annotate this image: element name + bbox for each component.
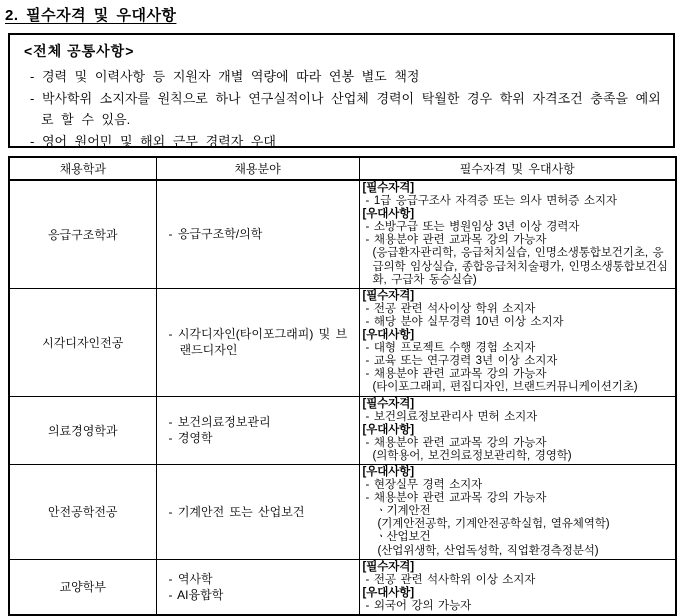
recruit-field-item: - AI융합학 [168,587,224,602]
recruit-field-cell [156,396,359,464]
common-box-item: - 영어 원어민 및 해외 근무 경력자 우대 [30,133,276,149]
recruit-field-cell [156,180,359,288]
detail-section-header: [필수자격] [362,182,414,194]
table-header-row [9,157,676,180]
qualification-details-cell [359,396,676,464]
page-title: 2. 필수자격 및 우대사항 [5,7,177,24]
detail-line: - 채용분야 관련 교과목 강의 가능자 [365,368,547,381]
department-cell: 시각디자인전공 [9,288,156,396]
table-row [9,559,676,615]
detail-line: - 해당 분야 실무경력 10년 이상 소지자 [365,315,564,328]
column-header: 채용학과 [9,157,156,180]
detail-line: (산업위생학, 산업독성학, 직업환경측정분석) [377,544,599,557]
detail-line: - 채용분야 관련 교과목 강의 가능자 [365,492,547,505]
detail-line: ㆍ기계안전 [375,505,431,518]
recruit-field-cell [156,464,359,559]
table-row [9,288,676,396]
recruit-field-item: - 응급구조학/의학 [168,227,263,242]
detail-section-header: [필수자격] [362,289,414,302]
department-cell: 교양학부 [9,559,156,615]
detail-line: - 현장실무 경력 소지자 [365,479,483,492]
table-row [9,180,676,288]
detail-line: ㆍ산업보건 [375,531,431,544]
detail-section-header: [우대사항] [362,586,414,599]
department-cell: 응급구조학과 [9,180,156,288]
detail-section-header: [우대사항] [362,465,414,478]
recruit-field-item: - 시각디자인(타이포그래피) 및 브랜드디자인 [168,327,348,358]
detail-line: - 전공 관련 석사학위 이상 소지자 [365,573,536,586]
detail-line: - 교육 또는 연구경력 3년 이상 소지자 [365,355,558,368]
detail-section-header: [필수자격] [362,560,414,573]
table-row [9,396,676,464]
column-header: 필수자격 및 우대사항 [359,157,676,180]
recruit-field-item: - 기계안전 또는 산업보건 [168,504,305,519]
common-requirements-box [8,33,675,148]
recruit-field-item: - 역사학 [168,571,213,586]
detail-line: (기계안전공학, 기계안전공학실험, 열유체역학) [377,518,610,531]
detail-line: - 전공 관련 석사이상 학위 소지자 [365,302,536,315]
detail-section-header: [필수자격] [362,397,414,410]
detail-section-header: [우대사항] [362,208,414,221]
qualification-details-cell [359,559,676,615]
department-cell: 안전공학전공 [9,464,156,559]
department-cell: 의료경영학과 [9,396,156,464]
detail-line: (타이포그래피, 편집디자인, 브랜드커뮤니케이션기초) [372,381,638,394]
common-box-heading: <전체 공통사항> [24,43,135,59]
qualifications-table [8,156,677,616]
detail-line: (의학용어, 보건의료정보관리학, 경영학) [372,449,572,462]
document-page [0,4,685,612]
detail-line: - 채용분야 관련 교과목 강의 가능자 [365,234,547,247]
common-box-item: - 경력 및 이력사항 등 지원자 개별 역량에 따라 연봉 별도 책정 [30,69,420,84]
recruit-field-cell [156,288,359,396]
column-header: 채용분야 [156,157,359,180]
qualification-details-cell [359,180,676,288]
recruit-field-item: - 경영학 [168,431,213,446]
qualification-details-cell [359,288,676,396]
detail-line: - 채용분야 관련 교과목 강의 가능자 [365,436,547,449]
detail-line: (응급환자관리학, 응급처치실습, 인명소생통합보건기초, 응급의학 임상실습, 종합응급처치술평가, 인명소생통합보건심화, 구급차 동승실습) [372,247,668,286]
detail-line: - 외국어 강의 가능자 [365,599,472,612]
common-box-items [20,66,663,152]
detail-line: - 1급 응급구조사 자격증 또는 의사 면허증 소지자 [365,195,617,208]
detail-line: - 보건의료정보관리사 면허 소지자 [365,410,538,423]
recruit-field-item: - 보건의료정보관리 [168,415,271,430]
recruit-field-cell [156,559,359,615]
detail-section-header: [우대사항] [362,329,414,342]
common-box-item: - 박사학위 소지자를 원칙으로 하나 연구실적이나 산업체 경력이 탁월한 경우 학위 자격조건 충족을 예외로 할 수 있음. [30,90,661,127]
detail-section-header: [우대사항] [362,423,414,436]
detail-line: - 소방구급 또는 병원임상 3년 이상 경력자 [365,221,580,234]
detail-line: - 대형 프로젝트 수행 경험 소지자 [365,342,536,355]
table-row [9,464,676,559]
qualification-details-cell [359,464,676,559]
